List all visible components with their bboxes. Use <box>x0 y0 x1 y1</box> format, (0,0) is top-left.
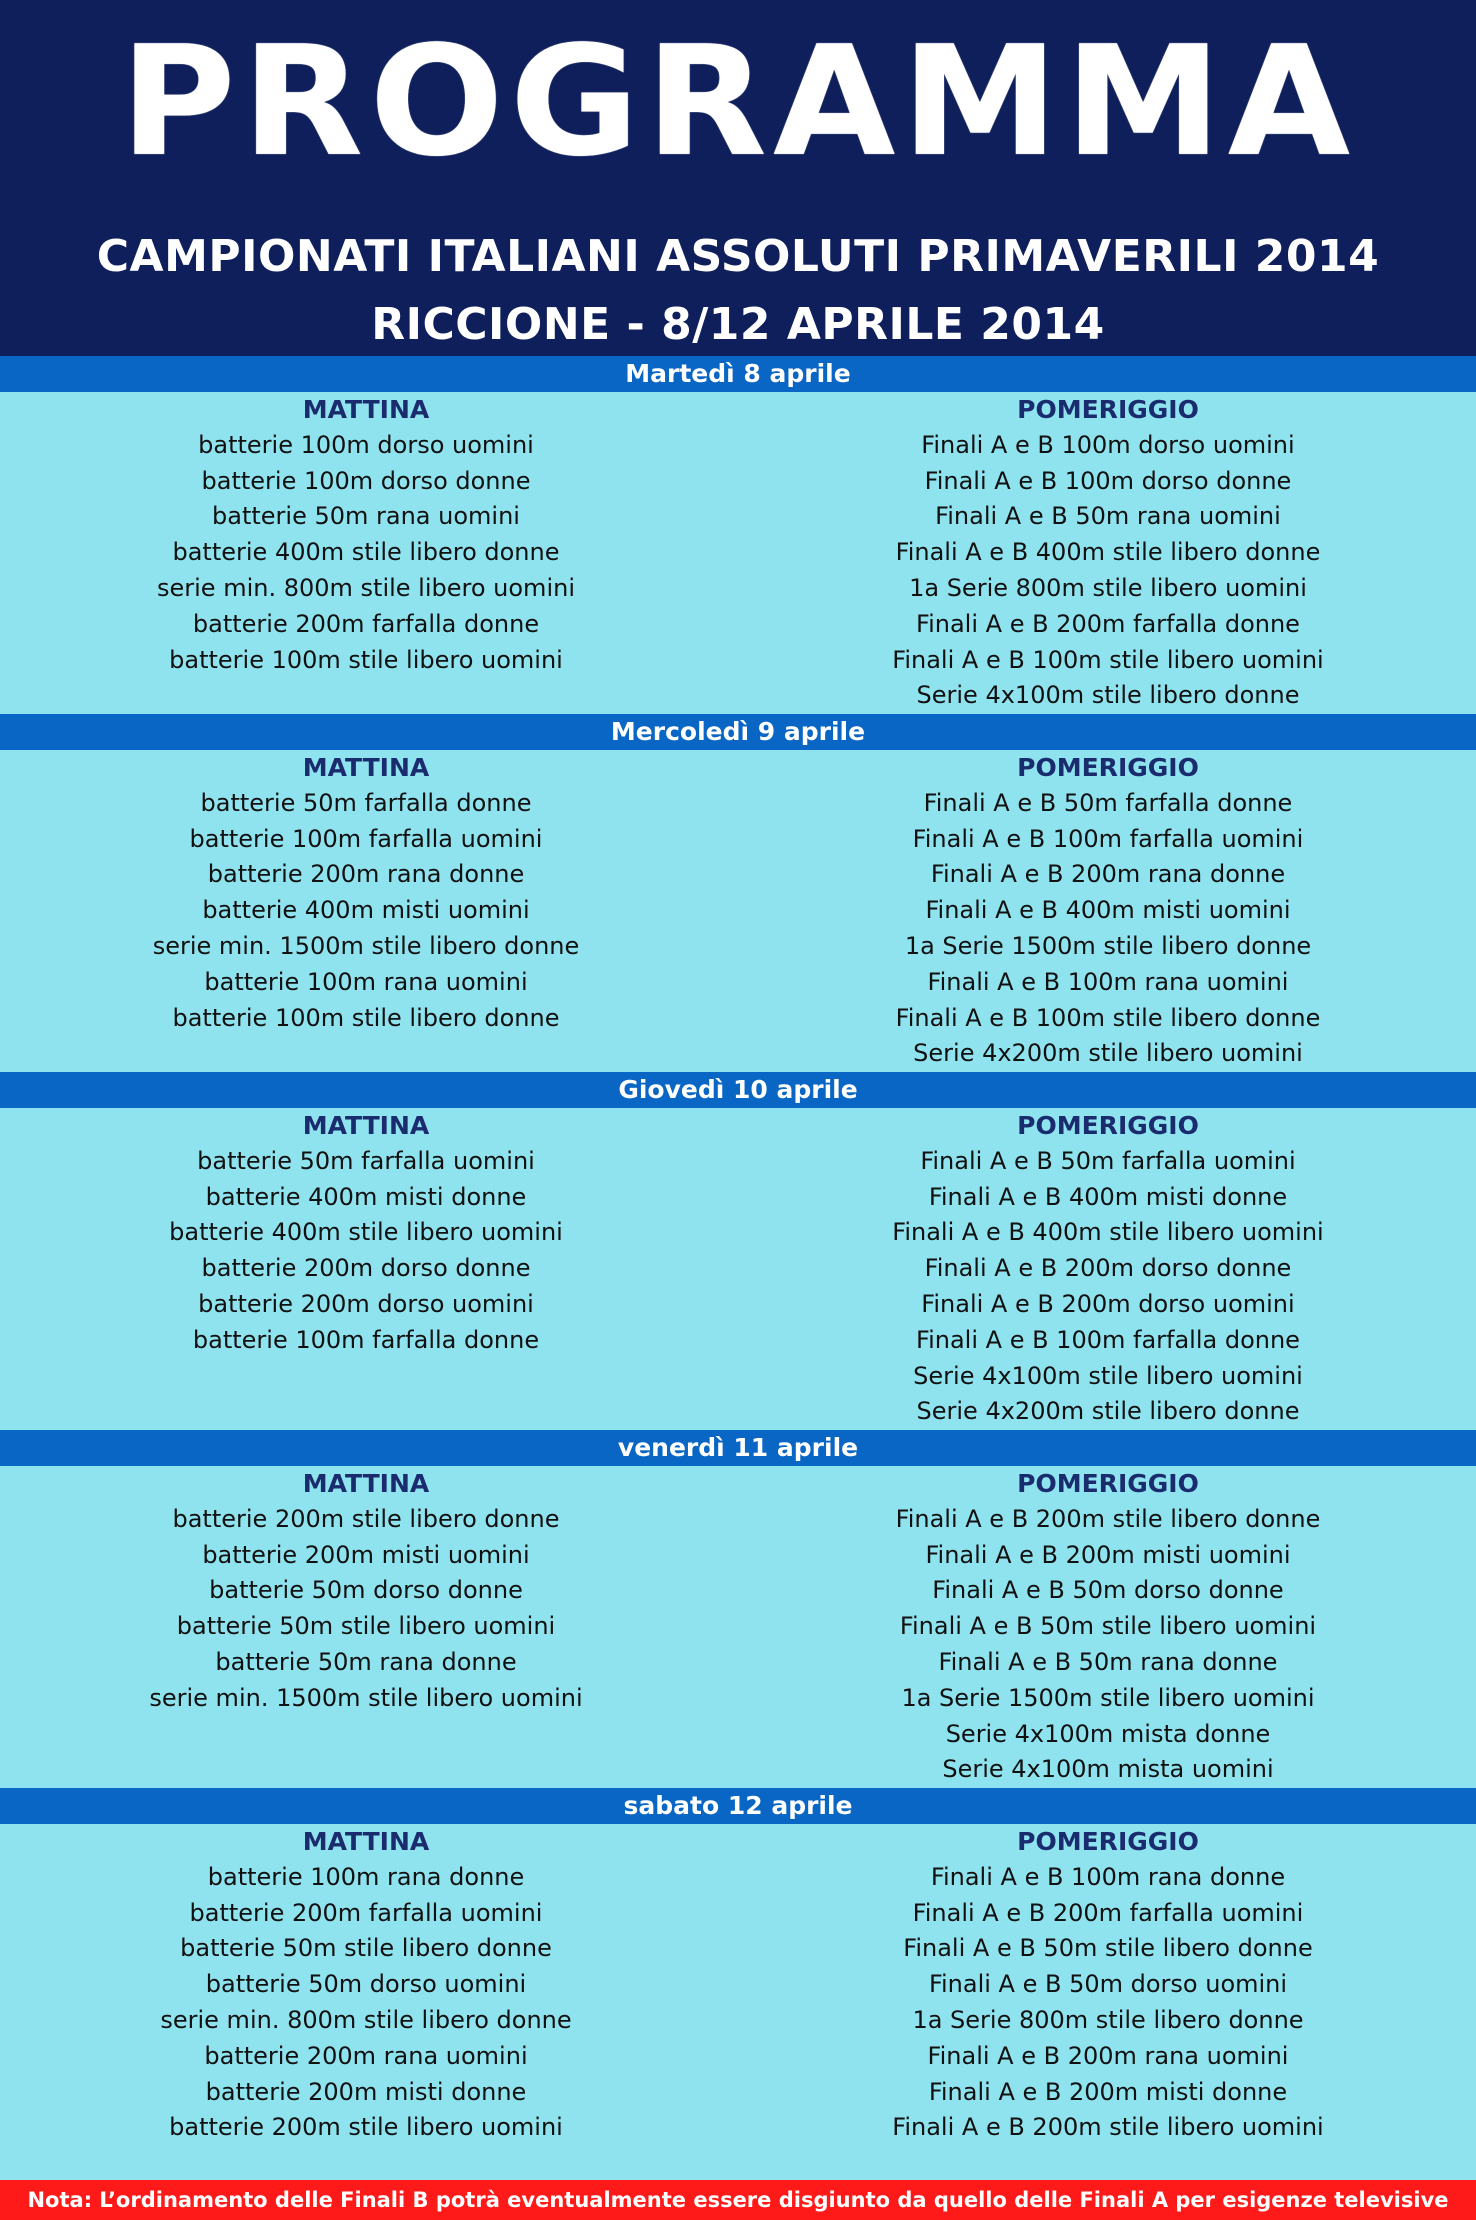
event-item: 1a Serie 800m stile libero donne <box>912 2005 1304 2034</box>
event-item: Finali A e B 50m stile libero donne <box>903 1934 1313 1963</box>
event-item: Serie 4x200m stile libero uomini <box>913 1039 1303 1068</box>
event-list <box>0 786 732 1037</box>
event-list <box>0 1144 732 1359</box>
event-item: batterie 50m stile libero donne <box>180 1934 552 1963</box>
event-item: batterie 100m stile libero donne <box>172 1003 560 1032</box>
event-item: 1a Serie 1500m stile libero uomini <box>901 1683 1315 1712</box>
event-item: Finali A e B 100m rana uomini <box>927 967 1289 996</box>
day-header: Martedì 8 aprile <box>0 356 1476 392</box>
event-item: Finali A e B 100m stile libero donne <box>895 1003 1321 1032</box>
event-item: batterie 50m rana uomini <box>212 502 520 531</box>
event-item: batterie 50m stile libero uomini <box>176 1612 556 1641</box>
event-item: Finali A e B 50m farfalla uomini <box>920 1146 1296 1175</box>
event-item: batterie 50m rana donne <box>215 1647 517 1676</box>
event-item: batterie 100m farfalla donne <box>192 1325 540 1354</box>
event-item: Finali A e B 100m farfalla donne <box>916 1325 1300 1354</box>
afternoon-column <box>740 750 1476 1072</box>
afternoon-heading: POMERIGGIO <box>1017 395 1199 424</box>
event-item: Finali A e B 50m dorso uomini <box>928 1970 1288 1999</box>
morning-column <box>0 1466 740 1788</box>
event-item: Finali A e B 200m stile libero donne <box>895 1504 1321 1533</box>
event-item: batterie 100m farfalla uomini <box>189 824 543 853</box>
event-item: batterie 200m farfalla uomini <box>189 1898 543 1927</box>
event-title: CAMPIONATI ITALIANI ASSOLUTI PRIMAVERILI 2014 <box>96 231 1380 282</box>
event-item: batterie 200m misti uomini <box>202 1540 530 1569</box>
morning-heading: MATTINA <box>302 395 430 424</box>
event-item: Finali A e B 200m misti donne <box>928 2077 1288 2106</box>
event-item: Finali A e B 200m rana uomini <box>927 2041 1289 2070</box>
event-item: batterie 50m farfalla donne <box>200 788 532 817</box>
afternoon-column <box>740 1466 1476 1788</box>
event-list <box>740 1144 1476 1430</box>
event-item: batterie 50m farfalla uomini <box>197 1146 535 1175</box>
day-header: Giovedì 10 aprile <box>0 1072 1476 1108</box>
morning-heading: MATTINA <box>302 1827 430 1856</box>
event-item: Serie 4x100m mista donne <box>945 1719 1271 1748</box>
event-list <box>0 1502 732 1717</box>
event-list <box>740 1502 1476 1788</box>
event-item: 1a Serie 1500m stile libero donne <box>904 931 1312 960</box>
page-title: PROGRAMMA <box>119 13 1357 191</box>
event-list <box>740 786 1476 1072</box>
morning-column <box>0 1824 740 2146</box>
event-list <box>0 428 732 679</box>
afternoon-column <box>740 1108 1476 1430</box>
event-item: Serie 4x100m stile libero uomini <box>913 1361 1303 1390</box>
event-item: batterie 200m stile libero uomini <box>169 2113 563 2142</box>
event-item: Finali A e B 100m farfalla uomini <box>912 824 1304 853</box>
event-item: batterie 400m stile libero donne <box>172 538 560 567</box>
event-venue-dates: RICCIONE - 8/12 APRILE 2014 <box>371 299 1105 350</box>
event-item: batterie 200m rana uomini <box>204 2041 528 2070</box>
event-item: batterie 50m dorso uomini <box>205 1970 527 1999</box>
day-header: Mercoledì 9 aprile <box>0 714 1476 750</box>
event-list <box>0 1860 732 2146</box>
event-item: batterie 400m stile libero uomini <box>169 1218 563 1247</box>
event-item: Finali A e B 50m stile libero uomini <box>899 1612 1317 1641</box>
event-item: Finali A e B 400m misti donne <box>928 1182 1288 1211</box>
event-item: Finali A e B 400m misti uomini <box>925 896 1291 925</box>
event-item: Finali A e B 200m farfalla uomini <box>912 1898 1304 1927</box>
event-item: Finali A e B 200m farfalla donne <box>916 609 1300 638</box>
event-item: serie min. 800m stile libero donne <box>160 2005 572 2034</box>
event-item: batterie 200m stile libero donne <box>172 1504 560 1533</box>
day-sessions <box>0 1108 1476 1430</box>
event-item: Finali A e B 200m dorso donne <box>924 1254 1292 1283</box>
event-item: serie min. 1500m stile libero donne <box>152 931 580 960</box>
event-item: Finali A e B 50m rana donne <box>938 1647 1278 1676</box>
event-item: Finali A e B 100m rana donne <box>930 1862 1286 1891</box>
day-header: sabato 12 aprile <box>0 1788 1476 1824</box>
event-item: batterie 200m dorso uomini <box>198 1289 534 1318</box>
header-banner <box>0 0 1476 356</box>
day-sessions <box>0 750 1476 1072</box>
schedule <box>0 356 1476 2146</box>
event-item: Finali A e B 50m dorso donne <box>932 1576 1284 1605</box>
event-item: Finali A e B 100m dorso donne <box>924 466 1292 495</box>
morning-column <box>0 1108 740 1430</box>
day-sessions <box>0 392 1476 714</box>
morning-heading: MATTINA <box>302 1111 430 1140</box>
morning-heading: MATTINA <box>302 753 430 782</box>
event-item: batterie 100m dorso donne <box>201 466 531 495</box>
event-item: Finali A e B 200m dorso uomini <box>921 1289 1295 1318</box>
afternoon-heading: POMERIGGIO <box>1017 1827 1199 1856</box>
day-header: venerdì 11 aprile <box>0 1430 1476 1466</box>
event-item: serie min. 800m stile libero uomini <box>157 573 575 602</box>
event-item: batterie 400m misti uomini <box>202 896 530 925</box>
event-item: Finali A e B 400m stile libero uomini <box>892 1218 1324 1247</box>
day-sessions <box>0 1466 1476 1788</box>
event-item: Serie 4x100m stile libero donne <box>916 681 1300 710</box>
event-item: batterie 200m farfalla donne <box>192 609 540 638</box>
event-item: batterie 400m misti donne <box>205 1182 527 1211</box>
day-sessions <box>0 1824 1476 2146</box>
event-item: batterie 200m misti donne <box>205 2077 527 2106</box>
afternoon-heading: POMERIGGIO <box>1017 753 1199 782</box>
event-list <box>740 1860 1476 2146</box>
event-list <box>740 428 1476 714</box>
event-item: 1a Serie 800m stile libero uomini <box>909 573 1307 602</box>
event-item: batterie 200m dorso donne <box>201 1254 531 1283</box>
event-item: batterie 100m rana donne <box>207 1862 525 1891</box>
event-item: batterie 100m dorso uomini <box>198 430 534 459</box>
footer-note: Nota: L’ordinamento delle Finali B potrà eventualmente essere disgiunto da quello delle Finali A per esigenze televisive <box>0 2180 1476 2220</box>
event-item: Finali A e B 100m stile libero uomini <box>892 645 1324 674</box>
event-item: Serie 4x200m stile libero donne <box>916 1397 1300 1426</box>
event-item: Finali A e B 400m stile libero donne <box>895 538 1321 567</box>
event-item: Finali A e B 200m stile libero uomini <box>892 2113 1324 2142</box>
event-item: Finali A e B 200m misti uomini <box>925 1540 1291 1569</box>
event-item: batterie 100m stile libero uomini <box>169 645 563 674</box>
event-item: Finali A e B 200m rana donne <box>930 860 1286 889</box>
event-item: batterie 100m rana uomini <box>204 967 528 996</box>
afternoon-heading: POMERIGGIO <box>1017 1111 1199 1140</box>
morning-column <box>0 392 740 714</box>
morning-column <box>0 750 740 1072</box>
afternoon-column <box>740 392 1476 714</box>
afternoon-heading: POMERIGGIO <box>1017 1469 1199 1498</box>
event-item: Serie 4x100m mista uomini <box>942 1755 1274 1784</box>
morning-heading: MATTINA <box>302 1469 430 1498</box>
event-item: batterie 50m dorso donne <box>209 1576 523 1605</box>
event-item: Finali A e B 100m dorso uomini <box>921 430 1295 459</box>
event-item: Finali A e B 50m farfalla donne <box>923 788 1293 817</box>
event-item: Finali A e B 50m rana uomini <box>935 502 1281 531</box>
event-item: serie min. 1500m stile libero uomini <box>149 1683 583 1712</box>
afternoon-column <box>740 1824 1476 2146</box>
event-item: batterie 200m rana donne <box>207 860 525 889</box>
